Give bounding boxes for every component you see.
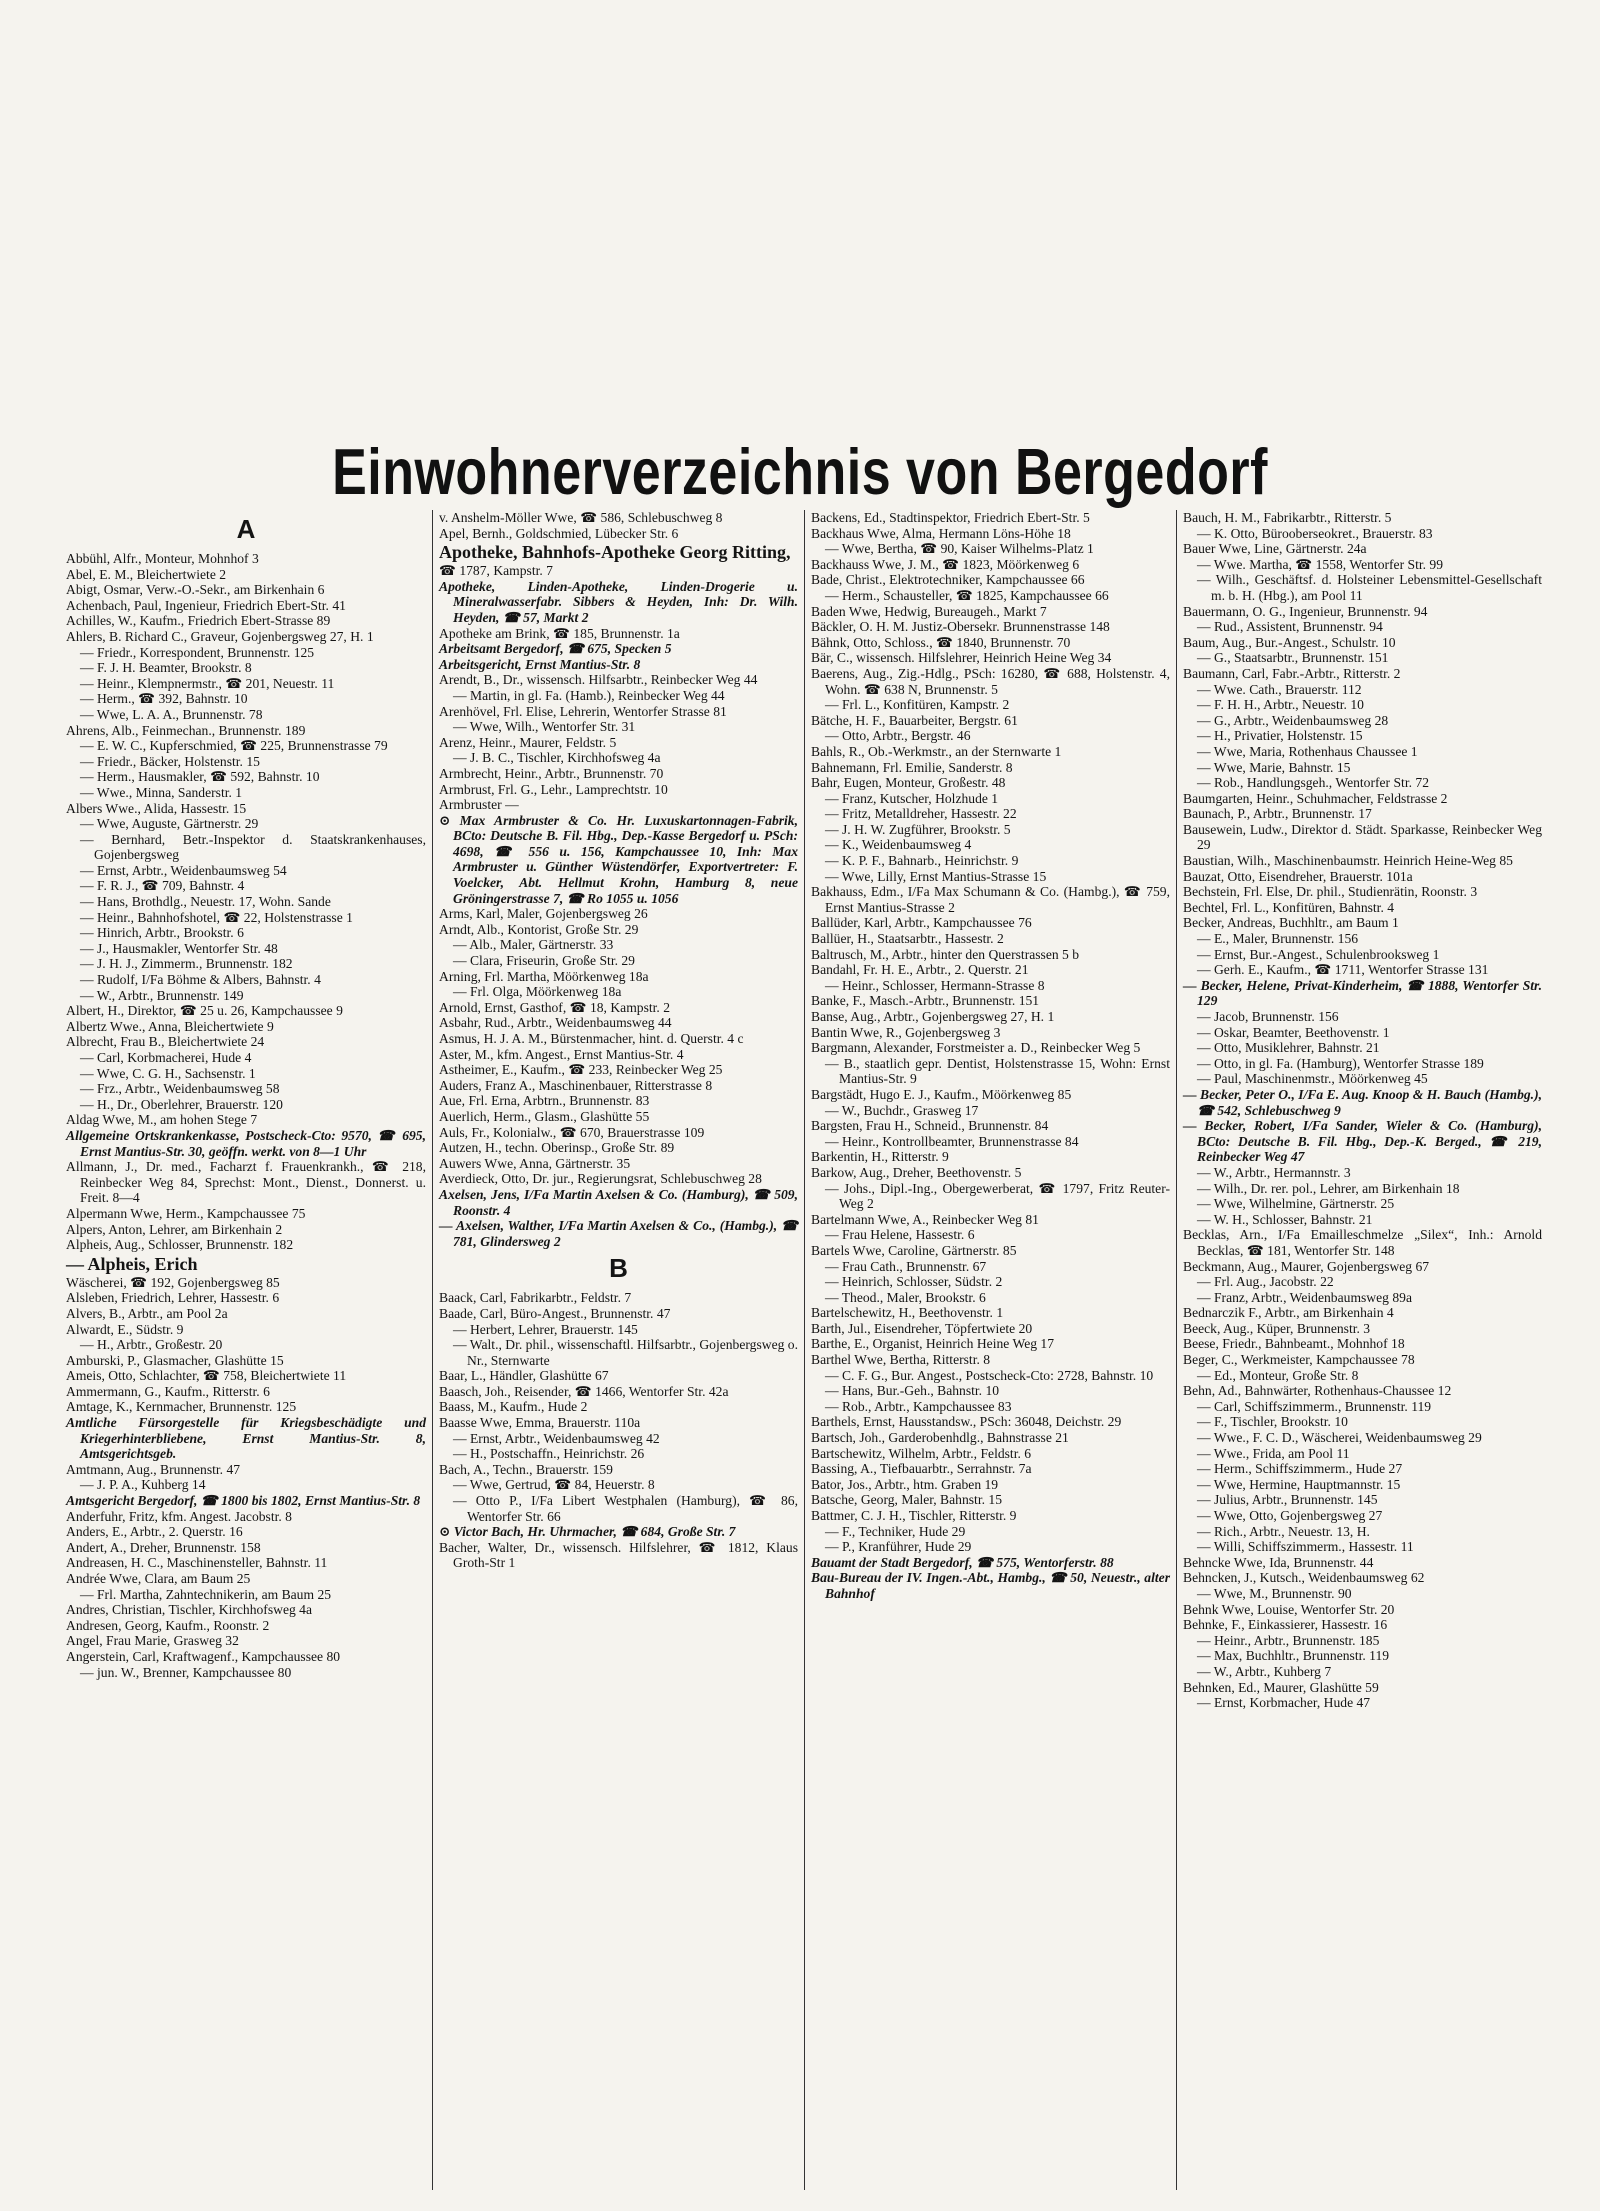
directory-entry: Bator, Jos., Arbtr., htm. Graben 19 <box>811 1476 999 1492</box>
column-1 <box>60 510 432 2190</box>
directory-entry: — Wwe., Minna, Sanderstr. 1 <box>80 784 243 800</box>
directory-entry: — Wwe. Cath., Brauerstr. 112 <box>1197 681 1362 697</box>
directory-entry: Bechstein, Frl. Else, Dr. phil., Studienrätin, Roonstr. 3 <box>1183 884 1478 900</box>
directory-entry: Alpers, Anton, Lehrer, am Birkenhain 2 <box>66 1221 283 1237</box>
directory-entry: Baum, Aug., Bur.-Angest., Schulstr. 10 <box>1183 634 1396 650</box>
directory-entry: — Max, Buchhltr., Brunnenstr. 119 <box>1197 1648 1390 1664</box>
directory-entry: Armbruster — <box>439 797 519 813</box>
directory-entry: — Rich., Arbtr., Neuestr. 13, H. <box>1197 1523 1370 1539</box>
column-4 <box>1176 510 1548 2190</box>
column-3 <box>804 510 1176 2190</box>
directory-entry: Bartelmann Wwe, A., Reinbecker Weg 81 <box>811 1211 1039 1227</box>
directory-entry: Banke, F., Masch.-Arbtr., Brunnenstr. 151 <box>811 993 1040 1009</box>
directory-entry: — Herm., Hausmakler, ☎ 592, Bahnstr. 10 <box>80 769 320 785</box>
directory-entry: Alpermann Wwe, Herm., Kampchaussee 75 <box>66 1205 306 1221</box>
directory-entry: Bär, C., wissensch. Hilfslehrer, Heinrich Heine Weg 34 <box>811 650 1112 666</box>
directory-entry: — Franz, Arbtr., Weidenbaumsweg 89a <box>1197 1289 1412 1305</box>
directory-entry: — Wwe. Martha, ☎ 1558, Wentorfer Str. 99 <box>1197 556 1444 572</box>
directory-entry: Bauch, H. M., Fabrikarbtr., Ritterstr. 5 <box>1183 510 1392 525</box>
directory-entry-advert: Axelsen, Jens, I/Fa Martin Axelsen & Co. (Hamburg), ☎ 509, Roonstr. 4 <box>439 1186 798 1218</box>
directory-entry: Baltrusch, M., Arbtr., hinter den Querstrassen 5 b <box>811 946 1080 962</box>
section-letter: B <box>609 1253 628 1284</box>
directory-entry: Angel, Frau Marie, Grasweg 32 <box>66 1633 239 1649</box>
directory-entry: — F. H. H., Arbtr., Neuestr. 10 <box>1197 697 1364 713</box>
directory-entry: Baasch, Joh., Reisender, ☎ 1466, Wentorfer Str. 42a <box>439 1383 729 1399</box>
directory-entry: Arms, Karl, Maler, Gojenbergsweg 26 <box>439 906 648 922</box>
directory-entry: — Rob., Handlungsgeh., Wentorfer Str. 72 <box>1197 775 1429 791</box>
directory-entry: Auders, Franz A., Maschinenbauer, Ritterstrasse 8 <box>439 1077 713 1093</box>
directory-entry: — Heinr., Klempnermstr., ☎ 201, Neuestr. 11 <box>80 675 335 691</box>
directory-entry: Ballüer, H., Staatsarbtr., Hassestr. 2 <box>811 931 1004 947</box>
directory-entry: — P., Kranführer, Hude 29 <box>825 1539 972 1555</box>
directory-entry-advert: Allgemeine Ortskrankenkasse, Postscheck-Cto: 9570, ☎ 695, Ernst Mantius-Str. 30, geöffn. werkt. von 8—1 Uhr <box>66 1127 426 1159</box>
directory-entry: — Franz, Kutscher, Holzhude 1 <box>825 790 999 806</box>
directory-entry-advert: ⊙ Victor Bach, Hr. Uhrmacher, ☎ 684, Große Str. 7 <box>439 1524 736 1540</box>
directory-entry: — Bernhard, Betr.-Inspektor d. Staatskrankenhauses, Gojenbergsweg <box>80 831 426 863</box>
column-2 <box>432 510 804 2190</box>
directory-entry: — J. B. C., Tischler, Kirchhofsweg 4a <box>453 750 661 766</box>
directory-entry: — Fritz, Metalldreher, Hassestr. 22 <box>825 806 1017 822</box>
directory-entry: — B., staatlich gepr. Dentist, Holstenstrasse 15, Wohn: Ernst Mantius-Str. 9 <box>825 1055 1170 1087</box>
directory-entry: Backens, Ed., Stadtinspektor, Friedrich Ebert-Str. 5 <box>811 510 1090 525</box>
directory-entry: — Paul, Maschinenmstr., Möörkenweg 45 <box>1197 1071 1428 1087</box>
directory-entry: — Frl. Olga, Möörkenweg 18a <box>453 984 622 1000</box>
directory-entry-advert: Bauamt der Stadt Bergedorf, ☎ 575, Wentorferstr. 88 <box>811 1554 1114 1570</box>
directory-entry: — Wwe, M., Brunnenstr. 90 <box>1197 1585 1352 1601</box>
directory-entry: — Herbert, Lehrer, Brauerstr. 145 <box>453 1321 638 1337</box>
directory-entry: — W., Buchdr., Grasweg 17 <box>825 1102 979 1118</box>
directory-entry-advert: — Axelsen, Walther, I/Fa Martin Axelsen & Co., (Hambg.), ☎ 781, Glindersweg 2 <box>439 1218 798 1249</box>
directory-entry: — K. Otto, Bürooberseokret., Brauerstr. 83 <box>1197 525 1433 541</box>
directory-entry: — Johs., Dipl.-Ing., Obergewerberat, ☎ 1797, Fritz Reuter-Weg 2 <box>825 1180 1170 1212</box>
directory-entry: — Wwe, Wilh., Wentorfer Str. 31 <box>453 719 636 735</box>
directory-entry: — Willi, Schiffszimmerm., Hassestr. 11 <box>1197 1539 1414 1555</box>
directory-entry: Bauer Wwe, Line, Gärtnerstr. 24a <box>1183 541 1367 557</box>
directory-entry: Apel, Bernh., Goldschmied, Lübecker Str. 6 <box>439 525 679 541</box>
directory-entry: — Theod., Maler, Brookstr. 6 <box>825 1289 986 1305</box>
directory-entry: Bartelschewitz, H., Beethovenstr. 1 <box>811 1305 1004 1321</box>
directory-entry: — Wwe, Hermine, Hauptmannstr. 15 <box>1197 1476 1401 1492</box>
directory-entry: — Friedr., Korrespondent, Brunnenstr. 125 <box>80 644 315 660</box>
section-letter: A <box>236 514 256 544</box>
directory-entry: Bahr, Eugen, Monteur, Großestr. 48 <box>811 775 1006 791</box>
directory-entry: — Julius, Arbtr., Brunnenstr. 145 <box>1197 1492 1378 1508</box>
directory-entry: Achenbach, Paul, Ingenieur, Friedrich Ebert-Str. 41 <box>66 597 346 613</box>
directory-entry: Behnke, F., Einkassierer, Hassestr. 16 <box>1183 1617 1388 1633</box>
directory-entry: Bauzat, Otto, Eisendreher, Brauerstr. 101a <box>1183 868 1413 884</box>
directory-entry: — Heinr., Schlosser, Hermann-Strasse 8 <box>825 977 1045 993</box>
directory-entry: Ahrens, Alb., Feinmechan., Brunnenstr. 189 <box>66 722 306 738</box>
directory-entry: — Ernst, Arbtr., Weidenbaumsweg 42 <box>453 1430 660 1446</box>
directory-entry: Asbahr, Rud., Arbtr., Weidenbaumsweg 44 <box>439 1015 672 1031</box>
directory-entry: — Herm., ☎ 392, Bahnstr. 10 <box>80 691 248 707</box>
directory-entry: Behnken, Ed., Maurer, Glashütte 59 <box>1183 1679 1379 1695</box>
directory-entry: — Ernst, Bur.-Angest., Schulenbrooksweg 1 <box>1197 946 1440 962</box>
directory-entry: Backhauss Wwe, J. M., ☎ 1823, Möörkenweg 6 <box>811 556 1080 572</box>
directory-entry-advert: Amtsgericht Bergedorf, ☎ 1800 bis 1802, Ernst Mantius-Str. 8 <box>66 1493 421 1509</box>
directory-entry: — H., Arbtr., Großestr. 20 <box>80 1337 223 1353</box>
directory-entry: — Wwe, Gertrud, ☎ 84, Heuerstr. 8 <box>453 1477 655 1493</box>
directory-entry: Bandahl, Fr. H. E., Arbtr., 2. Querstr. 21 <box>811 962 1029 978</box>
directory-entry: ☎ 1787, Kampstr. 7 <box>439 563 553 579</box>
directory-entry: — H., Privatier, Holstenstr. 15 <box>1197 728 1363 744</box>
directory-entry: — W. H., Schlosser, Bahnstr. 21 <box>1197 1211 1373 1227</box>
directory-entry-advert: Arbeitsamt Bergedorf, ☎ 675, Specken 5 <box>439 641 672 657</box>
directory-entry: Bahls, R., Ob.-Werkmstr., an der Sternwarte 1 <box>811 743 1062 759</box>
directory-entry: — Heinr., Bahnhofshotel, ☎ 22, Holstenstrasse 1 <box>80 909 353 925</box>
directory-entry: Amburski, P., Glasmacher, Glashütte 15 <box>66 1352 284 1368</box>
directory-entry: Albers Wwe., Alida, Hassestr. 15 <box>66 800 247 816</box>
directory-entry-advert: — Alpheis, Erich <box>66 1253 198 1274</box>
directory-entry: — W., Arbtr., Brunnenstr. 149 <box>80 987 244 1003</box>
directory-entry: Bätche, H. F., Bauarbeiter, Bergstr. 61 <box>811 712 1018 728</box>
directory-entry: — K., Weidenbaumsweg 4 <box>825 837 972 853</box>
directory-entry: — E., Maler, Brunnenstr. 156 <box>1197 931 1359 947</box>
directory-entry: Backhaus Wwe, Alma, Hermann Löns-Höhe 18 <box>811 525 1071 541</box>
directory-entry: — Heinr., Arbtr., Brunnenstr. 185 <box>1197 1632 1380 1648</box>
directory-entry: — F., Techniker, Hude 29 <box>825 1523 966 1539</box>
directory-entry: Arndt, Alb., Kontorist, Große Str. 29 <box>439 921 639 937</box>
directory-entry: Barkow, Aug., Dreher, Beethovenstr. 5 <box>811 1164 1022 1180</box>
directory-entry: — H., Postschaffn., Heinrichstr. 26 <box>453 1446 645 1462</box>
directory-entry: Alpheis, Aug., Schlosser, Brunnenstr. 182 <box>66 1237 294 1253</box>
directory-entry: Ammermann, G., Kaufm., Ritterstr. 6 <box>66 1383 270 1399</box>
directory-entry: Baden Wwe, Hedwig, Bureaugeh., Markt 7 <box>811 603 1047 619</box>
directory-entry: Bach, A., Techn., Brauerstr. 159 <box>439 1461 613 1477</box>
page-title: Einwohnerverzeichnis von Bergedorf <box>332 436 1268 509</box>
directory-entry: Bade, Christ., Elektrotechniker, Kampchaussee 66 <box>811 572 1085 588</box>
directory-entry: — Frau Cath., Brunnenstr. 67 <box>825 1258 987 1274</box>
directory-entry: — Wwe, Wilhelmine, Gärtnerstr. 25 <box>1197 1196 1395 1212</box>
directory-entry: Andres, Christian, Tischler, Kirchhofsweg 4a <box>66 1602 313 1618</box>
directory-entry: Baumgarten, Heinr., Schuhmacher, Feldstrasse 2 <box>1183 790 1448 806</box>
directory-entry: Barthels, Ernst, Hausstandsw., PSch: 36048, Deichstr. 29 <box>811 1414 1122 1430</box>
directory-entry: Baass, M., Kaufm., Hude 2 <box>439 1399 588 1415</box>
directory-entry: Arnold, Ernst, Gasthof, ☎ 18, Kampstr. 2 <box>439 999 671 1015</box>
directory-entry: Amtmann, Aug., Brunnenstr. 47 <box>66 1461 241 1477</box>
directory-entry: — Alb., Maler, Gärtnerstr. 33 <box>453 937 614 953</box>
directory-entry: Asmus, H. J. A. M., Bürstenmacher, hint. d. Querstr. 4 c <box>439 1031 744 1046</box>
directory-entry: — F. J. H. Beamter, Brookstr. 8 <box>80 660 252 676</box>
directory-entry-advert: Amtliche Fürsorgestelle für Kriegsbeschädigte und Kriegerhinterbliebene, Ernst Mantius-Str. 8, Amtsgerichtsgeb. <box>66 1415 426 1462</box>
directory-entry: Baerens, Aug., Zig.-Hdlg., PSch: 16280, ☎ 688, Holstenstr. 4, Wohn. ☎ 638 N, Brunnenstr. 5 <box>811 665 1170 697</box>
directory-entry: Abigt, Osmar, Verw.-O.-Sekr., am Birkenhain 6 <box>66 582 325 598</box>
directory-entry-advert: ⊙ Max Armbruster & Co. Hr. Luxuskartonnagen-Fabrik, BCto: Deutsche B. Fil. Hbg., Dep.-Kasse Bergedorf u. PSch: 4698, ☎ 556 u. 156, Kampchaussee 10, Inh: Max Armbruster u. Günther Wüstendörfer, Exportvertreter: F. Voelcker, Abt. Hellmut Krohn, Hamburg 8, neue Gröningerstrasse 7, ☎ Ro 1055 u. 1056 <box>439 812 798 906</box>
directory-entry: — Jacob, Brunnenstr. 156 <box>1197 1009 1339 1024</box>
directory-entry: Aster, M., kfm. Angest., Ernst Mantius-Str. 4 <box>439 1046 684 1062</box>
directory-entry: Baar, L., Händler, Glashütte 67 <box>439 1368 609 1384</box>
directory-entry: — J. H. W. Zugführer, Brookstr. 5 <box>825 821 1011 837</box>
directory-entry: Astheimer, E., Kaufm., ☎ 233, Reinbecker Weg 25 <box>439 1062 723 1078</box>
directory-entry: Baade, Carl, Büro-Angest., Brunnenstr. 47 <box>439 1305 671 1321</box>
directory-entry: Ahlers, B. Richard C., Graveur, Gojenbergsweg 27, H. 1 <box>66 628 374 644</box>
directory-entry: Barthel Wwe, Bertha, Ritterstr. 8 <box>811 1352 991 1368</box>
directory-entry: Bargstädt, Hugo E. J., Kaufm., Möörkenweg 85 <box>811 1086 1072 1102</box>
directory-entry: Anderfuhr, Fritz, kfm. Angest. Jacobstr. 8 <box>66 1508 292 1524</box>
directory-entry: — Herm., Schausteller, ☎ 1825, Kampchaussee 66 <box>825 587 1109 603</box>
directory-entry-advert: Apotheke, Linden-Apotheke, Linden-Drogerie u. Mineralwasserfabr. Sibbers & Heyden, Inh: Dr. Wilh. Heyden, ☎ 57, Markt 2 <box>439 578 798 625</box>
directory-entry: Auls, Fr., Kolonialw., ☎ 670, Brauerstrasse 109 <box>439 1124 705 1140</box>
directory-entry: Arenhövel, Frl. Elise, Lehrerin, Wentorfer Strasse 81 <box>439 703 727 719</box>
directory-entry: — Rud., Assistent, Brunnenstr. 94 <box>1197 619 1383 635</box>
directory-entry: — Otto P., I/Fa Libert Westphalen (Hamburg), ☎ 86, Wentorfer Str. 66 <box>453 1493 798 1524</box>
directory-entry: Alvers, B., Arbtr., am Pool 2a <box>66 1305 228 1321</box>
directory-entry: Beckmann, Aug., Maurer, Gojenbergsweg 67 <box>1183 1258 1430 1274</box>
directory-entry: — Wwe, Bertha, ☎ 90, Kaiser Wilhelms-Platz 1 <box>825 541 1094 557</box>
directory-entry: Barthe, E., Organist, Heinrich Heine Weg 17 <box>811 1336 1055 1352</box>
directory-entry-advert: Apotheke, Bahnhofs-Apotheke Georg Ritting, <box>439 542 791 563</box>
directory-entry: — G., Arbtr., Weidenbaumsweg 28 <box>1197 712 1389 728</box>
directory-entry: Autzen, H., techn. Oberinsp., Große Str. 89 <box>439 1140 675 1156</box>
directory-entry: Bantin Wwe, R., Gojenbergsweg 3 <box>811 1024 1001 1040</box>
directory-entry: — Ernst, Korbmacher, Hude 47 <box>1197 1695 1371 1711</box>
directory-entry-advert: — Becker, Robert, I/Fa Sander, Wieler & Co. (Hamburg), BCto: Deutsche B. Fil. Hbg., Dep.-K. Berged., ☎ 219, Reinbecker Weg 47 <box>1183 1118 1542 1165</box>
directory-entry: — J., Hausmakler, Wentorfer Str. 48 <box>80 940 278 956</box>
directory-entry: — Wwe., Frida, am Pool 11 <box>1197 1445 1350 1461</box>
directory-entry-advert: — Becker, Helene, Privat-Kinderheim, ☎ 1888, Wentorfer Str. 129 <box>1183 977 1542 1009</box>
directory-entry: Arendt, B., Dr., wissensch. Hilfsarbtr., Reinbecker Weg 44 <box>439 672 758 688</box>
directory-entry: Auwers Wwe, Anna, Gärtnerstr. 35 <box>439 1155 631 1171</box>
directory-entry: Albert, H., Direktor, ☎ 25 u. 26, Kampchaussee 9 <box>66 1003 343 1019</box>
directory-entry: — Rudolf, I/Fa Böhme & Albers, Bahnstr. 4 <box>80 972 321 988</box>
directory-entry: — Otto, Musiklehrer, Bahnstr. 21 <box>1197 1040 1380 1056</box>
directory-entry: — Frau Helene, Hassestr. 6 <box>825 1227 975 1243</box>
directory-entry: Allmann, J., Dr. med., Facharzt f. Frauenkrankh., ☎ 218, Reinbecker Weg 84, Sprechst: Mont., Dienst., Donnerst. u. Freit. 8—4 <box>66 1159 426 1206</box>
directory-entry: — C. F. G., Bur. Angest., Postscheck-Cto: 2728, Bahnstr. 10 <box>825 1367 1154 1383</box>
directory-entry: — K. P. F., Bahnarb., Heinrichstr. 9 <box>825 853 1019 869</box>
directory-entry: Banse, Aug., Arbtr., Gojenbergsweg 27, H. 1 <box>811 1009 1055 1024</box>
directory-entry: — Wwe, C. G. H., Sachsenstr. 1 <box>80 1065 256 1081</box>
directory-entry: — Wwe, Marie, Bahnstr. 15 <box>1197 759 1351 775</box>
directory-entry: — Wwe, L. A. A., Brunnenstr. 78 <box>80 706 263 722</box>
directory-entry: Behncken, J., Kutsch., Weidenbaumsweg 62 <box>1183 1570 1425 1586</box>
directory-entry: — Otto, Arbtr., Bergstr. 46 <box>825 728 971 744</box>
directory-entry: Barth, Jul., Eisendreher, Töpfertwiete 20 <box>811 1320 1033 1336</box>
directory-entry: Behnk Wwe, Louise, Wentorfer Str. 20 <box>1183 1601 1395 1617</box>
directory-entry-advert: — Becker, Peter O., I/Fa E. Aug. Knoop & H. Bauch (Hambg.), ☎ 542, Schlebuschweg 9 <box>1183 1086 1542 1118</box>
directory-entry: — Frl. L., Konfitüren, Kampstr. 2 <box>825 697 1010 713</box>
directory-entry: Bartschewitz, Wilhelm, Arbtr., Feldstr. 6 <box>811 1445 1032 1461</box>
directory-entry: Apotheke am Brink, ☎ 185, Brunnenstr. 1a <box>439 625 680 641</box>
directory-entry: — F. R. J., ☎ 709, Bahnstr. 4 <box>80 878 245 894</box>
directory-entry: Aue, Frl. Erna, Arbtrn., Brunnenstr. 83 <box>439 1093 650 1109</box>
directory-entry: Beger, C., Werkmeister, Kampchaussee 78 <box>1183 1352 1415 1368</box>
directory-entry: Angerstein, Carl, Kraftwagenf., Kampchaussee 80 <box>66 1648 341 1664</box>
directory-entry: v. Anshelm-Möller Wwe, ☎ 586, Schlebuschweg 8 <box>439 510 723 525</box>
directory-entry: — Martin, in gl. Fa. (Hamb.), Reinbecker Weg 44 <box>453 687 725 703</box>
directory-entry: — Carl, Korbmacherei, Hude 4 <box>80 1050 252 1065</box>
directory-entry: — Hans, Brothdlg., Neuestr. 17, Wohn. Sande <box>80 894 331 910</box>
directory-entry: Bassing, A., Tiefbauarbtr., Serrahnstr. 7a <box>811 1461 1032 1477</box>
directory-entry: Bednarczik F., Arbtr., am Birkenhain 4 <box>1183 1305 1394 1321</box>
directory-entry: Arning, Frl. Martha, Möörkenweg 18a <box>439 968 649 984</box>
directory-entry: Arenz, Heinr., Maurer, Feldstr. 5 <box>439 734 617 750</box>
directory-entry: Baasse Wwe, Emma, Brauerstr. 110a <box>439 1415 641 1431</box>
directory-entry-advert: Bau-Bureau der IV. Ingen.-Abt., Hambg., ☎ 50, Neuestr., alter Bahnhof <box>811 1570 1170 1601</box>
directory-entry: Becklas, Arn., I/Fa Emailleschmelze „Silex“, Inh.: Arnold Becklas, ☎ 181, Wentorfer Str. 148 <box>1183 1227 1542 1258</box>
directory-entry: Averdieck, Otto, Dr. jur., Regierungsrat, Schlebuschweg 28 <box>439 1171 762 1187</box>
directory-entry: Wäscherei, ☎ 192, Gojenbergsweg 85 <box>66 1274 280 1290</box>
directory-entry: Baumann, Carl, Fabr.-Arbtr., Ritterstr. 2 <box>1183 665 1401 681</box>
directory-columns <box>60 510 1548 2190</box>
directory-entry: Ameis, Otto, Schlachter, ☎ 758, Bleichertwiete 11 <box>66 1368 347 1384</box>
directory-entry: Beeck, Aug., Küper, Brunnenstr. 3 <box>1183 1320 1371 1336</box>
directory-entry: — Otto, in gl. Fa. (Hamburg), Wentorfer Strasse 189 <box>1197 1055 1484 1071</box>
directory-entry: Bargmann, Alexander, Forstmeister a. D., Reinbecker Weg 5 <box>811 1040 1141 1056</box>
directory-entry: Achilles, W., Kaufm., Friedrich Ebert-Strasse 89 <box>66 613 331 629</box>
directory-entry: — J. P. A., Kuhberg 14 <box>80 1477 206 1493</box>
directory-entry: — E. W. C., Kupferschmied, ☎ 225, Brunnenstrasse 79 <box>80 738 388 754</box>
directory-entry: Bartels Wwe, Caroline, Gärtnerstr. 85 <box>811 1242 1017 1258</box>
directory-entry: Alsleben, Friedrich, Lehrer, Hassestr. 6 <box>66 1290 280 1306</box>
directory-entry: — Wwe, Maria, Rothenhaus Chaussee 1 <box>1197 743 1418 759</box>
directory-entry: Albrecht, Frau B., Bleichertwiete 24 <box>66 1034 265 1050</box>
directory-entry: Bakhauss, Edm., I/Fa Max Schumann & Co. (Hambg.), ☎ 759, Ernst Mantius-Strasse 2 <box>811 884 1170 915</box>
directory-entry: Batsche, Georg, Maler, Bahnstr. 15 <box>811 1492 1002 1508</box>
directory-entry: Baustian, Wilh., Maschinenbaumstr. Heinrich Heine-Weg 85 <box>1183 853 1513 869</box>
directory-entry-advert: Arbeitsgericht, Ernst Mantius-Str. 8 <box>439 656 641 672</box>
directory-entry: — Ernst, Arbtr., Weidenbaumsweg 54 <box>80 862 287 878</box>
directory-entry: Bechtel, Frl. L., Konfitüren, Bahnstr. 4 <box>1183 899 1395 915</box>
directory-entry: — Wwe, Auguste, Gärtnerstr. 29 <box>80 816 259 832</box>
directory-entry: Bähnk, Otto, Schloss., ☎ 1840, Brunnenstr. 70 <box>811 634 1071 650</box>
directory-entry: Abel, E. M., Bleichertwiete 2 <box>66 566 227 582</box>
directory-entry: — Gerh. E., Kaufm., ☎ 1711, Wentorfer Strasse 131 <box>1197 962 1489 978</box>
directory-entry: — Wwe., F. C. D., Wäscherei, Weidenbaumsweg 29 <box>1197 1430 1482 1446</box>
directory-entry: Amtage, K., Kernmacher, Brunnenstr. 125 <box>66 1399 297 1415</box>
directory-entry: — W., Arbtr., Hermannstr. 3 <box>1197 1164 1351 1180</box>
directory-entry: — Oskar, Beamter, Beethovenstr. 1 <box>1197 1024 1390 1040</box>
directory-entry: Andresen, Georg, Kaufm., Roonstr. 2 <box>66 1617 270 1633</box>
directory-entry: — Heinr., Kontrollbeamter, Brunnenstrasse 84 <box>825 1133 1079 1149</box>
directory-entry: — Wwe, Lilly, Ernst Mantius-Strasse 15 <box>825 868 1047 884</box>
directory-entry: Bäckler, O. H. M. Justiz-Obersekr. Brunnenstrasse 148 <box>811 619 1110 635</box>
directory-entry: Andrée Wwe, Clara, am Baum 25 <box>66 1571 251 1586</box>
directory-entry: Andreasen, H. C., Maschinensteller, Bahnstr. 11 <box>66 1555 328 1571</box>
directory-entry: — Clara, Friseurin, Große Str. 29 <box>453 953 635 969</box>
directory-entry: Barkentin, H., Ritterstr. 9 <box>811 1149 949 1165</box>
directory-entry: Andert, A., Dreher, Brunnenstr. 158 <box>66 1539 261 1555</box>
directory-entry: Baunach, P., Arbtr., Brunnenstr. 17 <box>1183 806 1372 822</box>
directory-entry: — Walt., Dr. phil., wissenschaftl. Hilfsarbtr., Gojenbergsweg o. Nr., Sternwarte <box>453 1337 798 1368</box>
directory-entry: Auerlich, Herm., Glasm., Glashütte 55 <box>439 1108 650 1124</box>
directory-entry: Anders, E., Arbtr., 2. Querstr. 16 <box>66 1524 243 1540</box>
directory-entry: — Carl, Schiffszimmerm., Brunnenstr. 119 <box>1197 1398 1432 1414</box>
directory-entry: Armbrust, Frl. G., Lehr., Lamprechtstr. 10 <box>439 781 668 797</box>
directory-entry: — Frl. Aug., Jacobstr. 22 <box>1197 1274 1334 1290</box>
directory-entry: Bauermann, O. G., Ingenieur, Brunnenstr. 94 <box>1183 603 1428 619</box>
directory-entry: — W., Arbtr., Kuhberg 7 <box>1197 1663 1332 1679</box>
directory-entry: — Frz., Arbtr., Weidenbaumsweg 58 <box>80 1081 280 1097</box>
directory-entry: — Wilh., Dr. rer. pol., Lehrer, am Birkenhain 18 <box>1197 1180 1460 1196</box>
directory-entry: — Herm., Schiffszimmerm., Hude 27 <box>1197 1461 1403 1477</box>
directory-entry: — Rob., Arbtr., Kampchaussee 83 <box>825 1398 1012 1414</box>
directory-entry: Bahnemann, Frl. Emilie, Sanderstr. 8 <box>811 759 1013 775</box>
directory-entry: — Frl. Martha, Zahntechnikerin, am Baum 25 <box>80 1586 332 1602</box>
directory-entry: Bausewein, Ludw., Direktor d. Städt. Sparkasse, Reinbecker Weg 29 <box>1183 821 1542 853</box>
directory-entry: — Friedr., Bäcker, Holstenstr. 15 <box>80 753 260 769</box>
directory-entry: Aldag Wwe, M., am hohen Stege 7 <box>66 1112 258 1128</box>
directory-entry: — Heinrich, Schlosser, Südstr. 2 <box>825 1274 1003 1290</box>
directory-entry: Alwardt, E., Südstr. 9 <box>66 1321 184 1337</box>
directory-entry: — Hans, Bur.-Geh., Bahnstr. 10 <box>825 1383 1000 1399</box>
directory-entry: Bargsten, Frau H., Schneid., Brunnenstr. 84 <box>811 1118 1049 1134</box>
directory-entry: — jun. W., Brenner, Kampchaussee 80 <box>80 1664 292 1680</box>
directory-entry: Albertz Wwe., Anna, Bleichertwiete 9 <box>66 1018 274 1034</box>
directory-entry: — G., Staatsarbtr., Brunnenstr. 151 <box>1197 650 1389 666</box>
directory-entry: — H., Dr., Oberlehrer, Brauerstr. 120 <box>80 1096 283 1112</box>
directory-entry: Beese, Friedr., Bahnbeamt., Mohnhof 18 <box>1183 1336 1405 1352</box>
directory-entry: — J. H. J., Zimmerm., Brunnenstr. 182 <box>80 956 293 972</box>
directory-entry: — Hinrich, Arbtr., Brookstr. 6 <box>80 925 244 941</box>
directory-entry: Bacher, Walter, Dr., wissensch. Hilfslehrer, ☎ 1812, Klaus Groth-Str 1 <box>439 1539 798 1571</box>
directory-entry: — Wwe, Otto, Gojenbergsweg 27 <box>1197 1508 1383 1523</box>
directory-entry: Becker, Andreas, Buchhltr., am Baum 1 <box>1183 915 1399 931</box>
directory-entry: Behncke Wwe, Ida, Brunnenstr. 44 <box>1183 1554 1374 1570</box>
directory-entry: Battmer, C. J. H., Tischler, Ritterstr. 9 <box>811 1508 1017 1523</box>
directory-entry: Behn, Ad., Bahnwärter, Rothenhaus-Chaussee 12 <box>1183 1383 1452 1399</box>
directory-entry: Ballüder, Karl, Arbtr., Kampchaussee 76 <box>811 915 1032 931</box>
directory-entry: — Ed., Monteur, Große Str. 8 <box>1197 1367 1359 1383</box>
directory-entry: Baack, Carl, Fabrikarbtr., Feldstr. 7 <box>439 1290 632 1306</box>
directory-entry: — F., Tischler, Brookstr. 10 <box>1197 1414 1348 1430</box>
directory-entry: Abbühl, Alfr., Monteur, Mohnhof 3 <box>66 551 259 566</box>
directory-entry: Armbrecht, Heinr., Arbtr., Brunnenstr. 70 <box>439 765 664 781</box>
directory-entry: Bartsch, Joh., Garderobenhdlg., Bahnstrasse 21 <box>811 1430 1069 1446</box>
directory-entry: — Wilh., Geschäftsf. d. Holsteiner Lebensmittel-Gesellschaft m. b. H. (Hbg.), am Pool 11 <box>1197 572 1542 603</box>
